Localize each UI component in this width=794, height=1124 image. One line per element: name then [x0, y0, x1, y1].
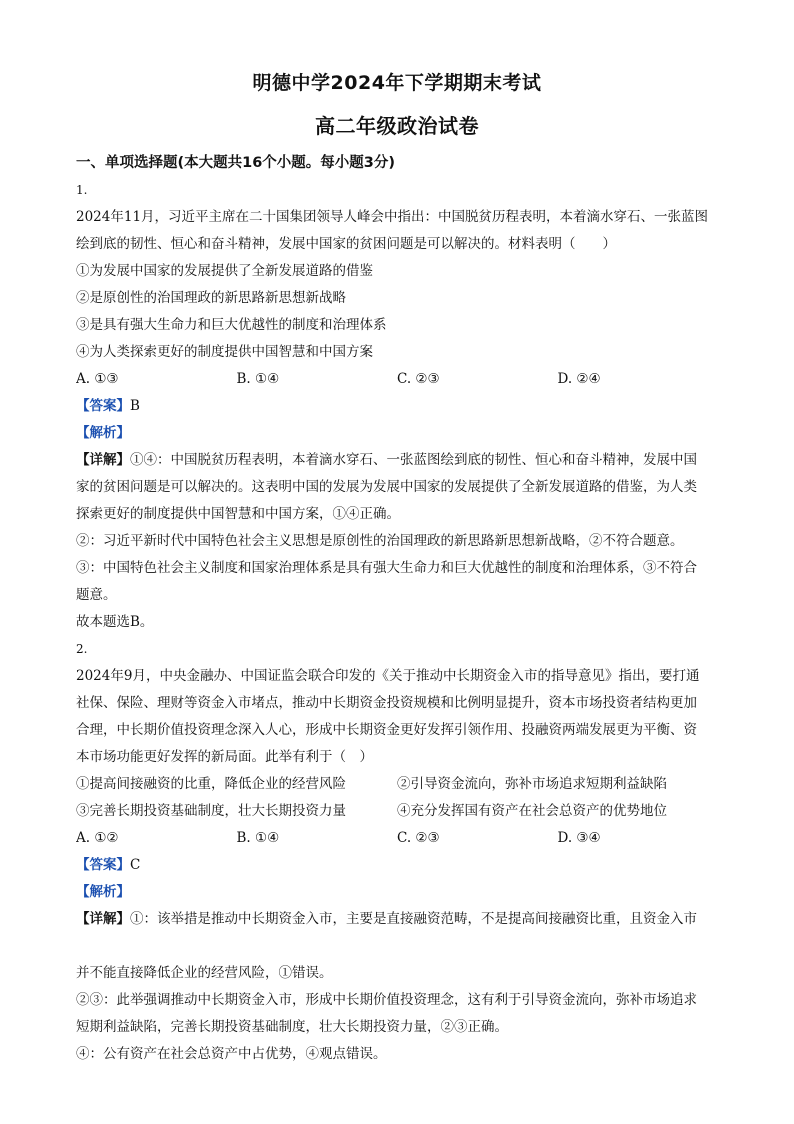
- detail-tag: 【详解】: [76, 452, 130, 468]
- detail-line: 题意。: [76, 587, 117, 603]
- detail-line: ②③：此举强调推动中长期资金入市，形成中长期价值投资理念，这有利于引导资金流向，弥补市场追求: [76, 992, 697, 1008]
- answer-line: [76, 852, 718, 879]
- blank-gap: [76, 933, 718, 960]
- question-number: 1.: [76, 183, 88, 197]
- question-stem-line: 绘到底的韧性、恒心和奋斗精神，发展中国家的贫困问题是可以解决的。材料表明（ ）: [76, 236, 616, 252]
- statement: ③完善长期投资基础制度，壮大长期投资力量: [76, 803, 346, 819]
- option-d: D. ③④: [557, 830, 601, 846]
- exam-title: 明德中学2024年下学期期末考试: [252, 72, 542, 94]
- analysis-line: [76, 420, 718, 447]
- answer-tag: 【答案】: [76, 398, 130, 414]
- statement: ①提高间接融资的比重，降低企业的经营风险: [76, 776, 346, 792]
- answer-tag: 【答案】: [76, 857, 130, 873]
- question-stem-line: 社保、保险、理财等资金入市堵点，推动中长期资金投资规模和比例明显提升，资本市场投资者结构更加: [76, 695, 697, 711]
- answer-value: B: [130, 398, 140, 414]
- question-stem-line: 合理，中长期价值投资理念深入人心，形成中长期资金更好发挥引领作用、投融资两端发展更为平衡、资: [76, 722, 697, 738]
- statement: ②是原创性的治国理政的新思路新思想新战略: [76, 290, 346, 306]
- detail-line: 并不能直接降低企业的经营风险，①错误。: [76, 965, 333, 981]
- question-stem-line: 2024年11月，习近平主席在二十国集团领导人峰会中指出：中国脱贫历程表明，本着滴水穿石、一张蓝图: [76, 209, 709, 225]
- exam-subtitle: 高二年级政治试卷: [315, 114, 479, 138]
- question-number: 2.: [76, 642, 88, 656]
- statement: ③是具有强大生命力和巨大优越性的制度和治理体系: [76, 317, 387, 333]
- detail-tag: 【详解】: [76, 911, 130, 927]
- option-a: A. ①③: [76, 371, 119, 387]
- section-heading: 一、单项选择题(本大题共16个小题。每小题3分): [76, 155, 396, 171]
- option-c: C. ②③: [397, 371, 440, 387]
- statements-row: [76, 771, 718, 798]
- answer-options: [76, 366, 718, 393]
- option-b: B. ①④: [236, 830, 280, 846]
- answer-line: [76, 393, 718, 420]
- detail-line: [76, 447, 718, 474]
- detail-text: ①④：中国脱贫历程表明，本着滴水穿石、一张蓝图绘到底的韧性、恒心和奋斗精神，发展中国: [130, 452, 697, 468]
- detail-line: 探索更好的制度提供中国智慧和中国方案，①④正确。: [76, 506, 400, 522]
- statements-row: [76, 798, 718, 825]
- statement: ①为发展中国家的发展提供了全新发展道路的借鉴: [76, 263, 373, 279]
- detail-line: 短期利益缺陷，完善长期投资基础制度，壮大长期投资力量，②③正确。: [76, 1019, 508, 1035]
- detail-line: ④：公有资产在社会总资产中占优势，④观点错误。: [76, 1046, 387, 1062]
- answer-options: [76, 825, 718, 852]
- option-a: A. ①②: [76, 830, 119, 846]
- exam-content: [76, 177, 718, 1068]
- analysis-tag: 【解析】: [76, 425, 130, 441]
- answer-value: C: [130, 857, 141, 873]
- detail-line: 家的贫困问题是可以解决的。这表明中国的发展为发展中国家的发展提供了全新发展道路的借鉴，为人类: [76, 479, 697, 495]
- question-stem-line: 2024年9月，中央金融办、中国证监会联合印发的《关于推动中长期资金入市的指导意见》指出，要打通: [76, 668, 700, 684]
- question-stem-line: 本市场功能更好发挥的新局面。此举有利于（ ）: [76, 749, 373, 765]
- option-c: C. ②③: [397, 830, 440, 846]
- analysis-tag: 【解析】: [76, 884, 130, 900]
- statement: ④充分发挥国有资产在社会总资产的优势地位: [397, 803, 667, 819]
- detail-line: ②：习近平新时代中国特色社会主义思想是原创性的治国理政的新思路新思想新战略，②不符合题意。: [76, 533, 684, 549]
- detail-line: 故本题选B。: [76, 614, 154, 630]
- detail-line: ③：中国特色社会主义制度和国家治理体系是具有强大生命力和巨大优越性的制度和治理体系，③不符合: [76, 560, 697, 576]
- statement: ④为人类探索更好的制度提供中国智慧和中国方案: [76, 344, 373, 360]
- detail-text: ①：该举措是推动中长期资金入市，主要是直接融资范畴，不是提高间接融资比重，且资金入市: [130, 911, 697, 927]
- option-d: D. ②④: [557, 371, 601, 387]
- detail-line: [76, 906, 718, 933]
- statement: ②引导资金流向，弥补市场追求短期利益缺陷: [397, 776, 667, 792]
- option-b: B. ①④: [236, 371, 280, 387]
- analysis-line: [76, 879, 718, 906]
